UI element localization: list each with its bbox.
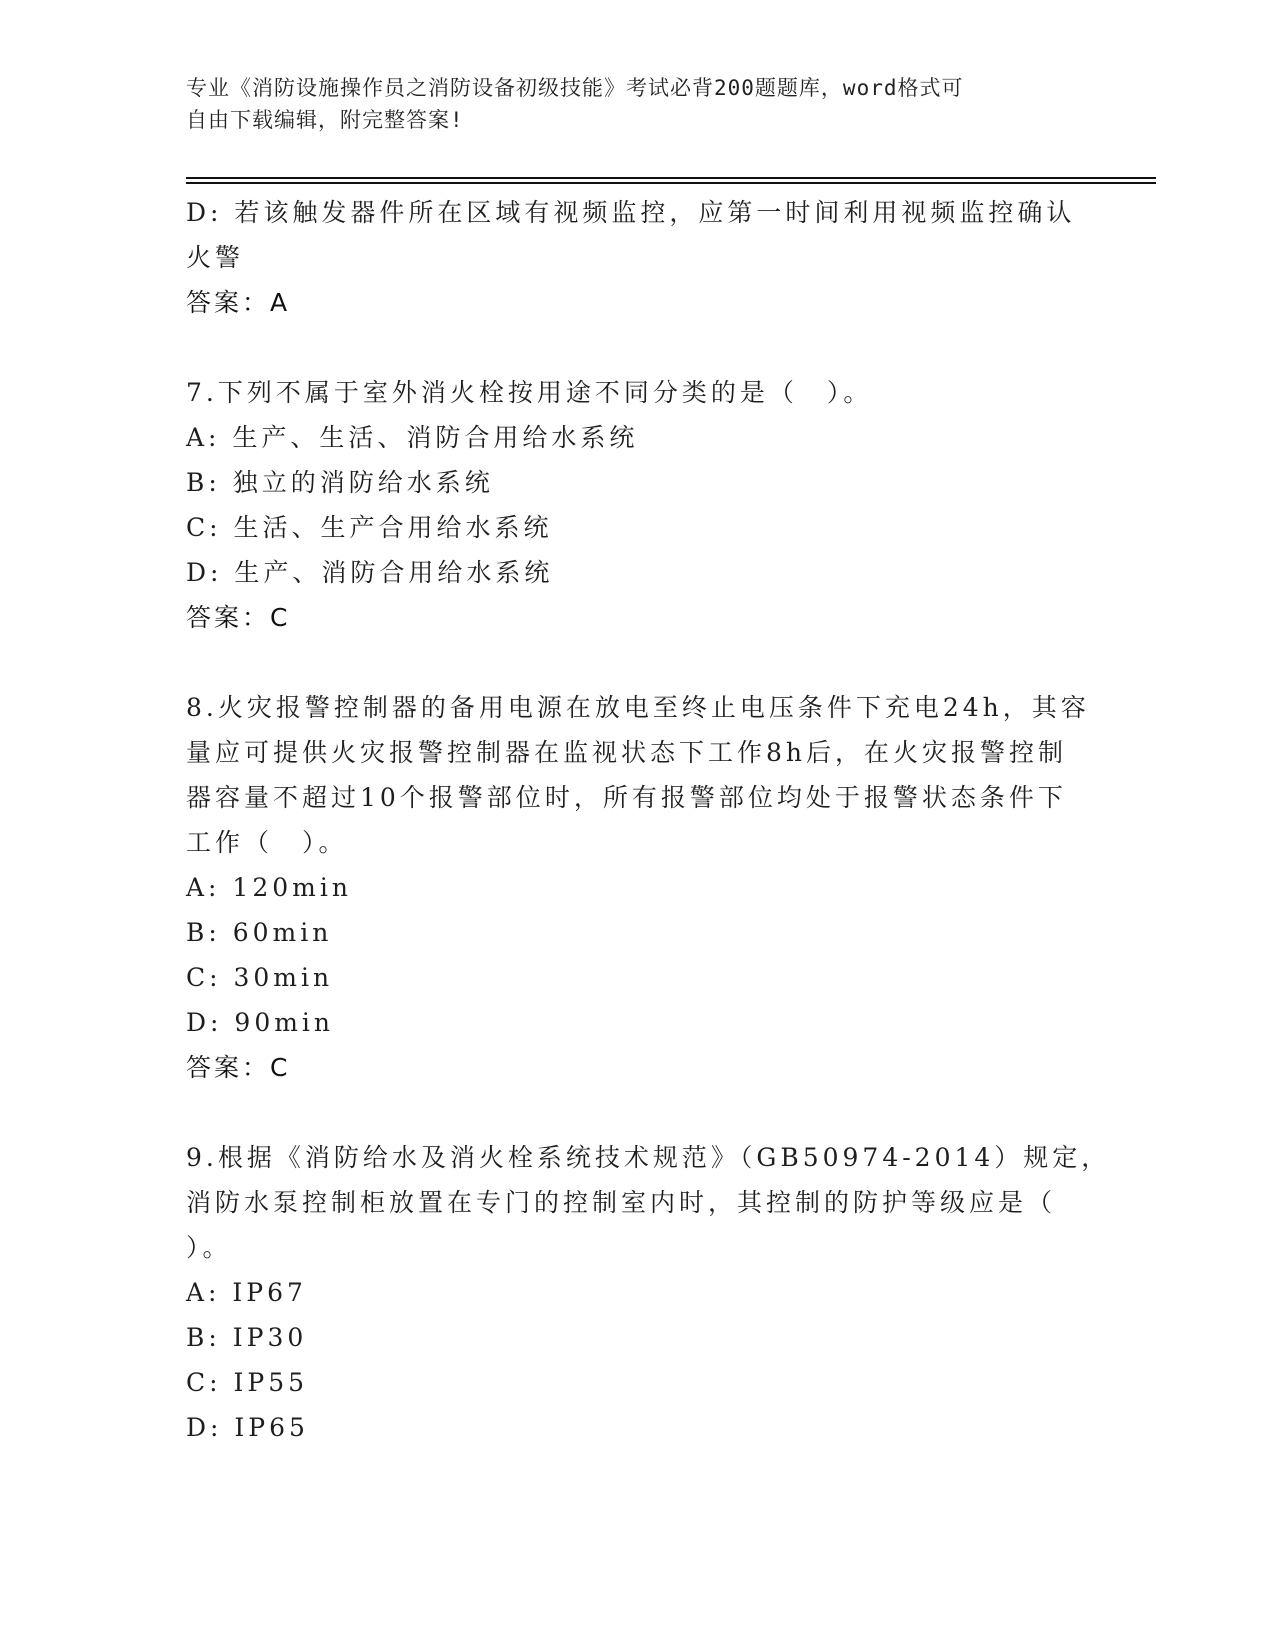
question-stem: 工作（ ）。: [186, 828, 348, 857]
spacer: [186, 640, 1086, 685]
option-d-continued: 火警: [186, 243, 245, 272]
spacer: [186, 325, 1086, 370]
question-stem: 8.火灾报警控制器的备用电源在放电至终止电压条件下充电24h，其容: [186, 693, 1090, 722]
question-stem: ）。: [186, 1233, 232, 1262]
question-8: [186, 685, 1090, 1090]
question-stem: 7.下列不属于室外消火栓按用途不同分类的是（ ）。: [186, 378, 873, 407]
option-a: A: IP67: [186, 1278, 307, 1307]
option-a: A: 120min: [186, 873, 352, 902]
answer-line: 答案：C: [186, 603, 291, 632]
header-divider-top: [186, 177, 1156, 179]
question-stem: 9.根据《消防给水及消火栓系统技术规范》（GB50974-2014）规定，: [186, 1143, 1111, 1172]
header-divider-bottom: [186, 182, 1156, 184]
option-a: A: 生产、生活、消防合用给水系统: [186, 423, 639, 452]
header-title-line-1: 专业《消防设施操作员之消防设备初级技能》考试必背200题题库，word格式可: [186, 76, 964, 100]
document-header: [186, 72, 1086, 136]
spacer: [186, 1090, 1086, 1135]
option-c: C: 30min: [186, 963, 334, 992]
option-c: C: IP55: [186, 1368, 309, 1397]
option-b: B: IP30: [186, 1323, 308, 1352]
answer-line: 答案：A: [186, 288, 291, 317]
question-9: [186, 1135, 1111, 1450]
option-b: B: 60min: [186, 918, 333, 947]
option-c: C: 生活、生产合用给水系统: [186, 513, 553, 542]
option-b: B: 独立的消防给水系统: [186, 468, 494, 497]
question-7: [186, 370, 1086, 640]
header-title-line-2: 自由下载编辑，附完整答案!: [186, 108, 464, 132]
document-body: [186, 190, 1111, 1450]
option-d: D: 若该触发器件所在区域有视频监控，应第一时间利用视频监控确认: [186, 198, 1076, 227]
question-stem: 量应可提供火灾报警控制器在监视状态下工作8h后，在火灾报警控制: [186, 738, 1068, 767]
question-6-tail: [186, 190, 1086, 325]
question-stem: 器容量不超过10个报警部位时，所有报警部位均处于报警状态条件下: [186, 783, 1067, 812]
option-d: D: IP65: [186, 1413, 309, 1442]
answer-line: 答案：C: [186, 1053, 291, 1082]
option-d: D: 生产、消防合用给水系统: [186, 558, 554, 587]
question-stem: 消防水泵控制柜放置在专门的控制室内时，其控制的防护等级应是（: [186, 1188, 1057, 1217]
option-d: D: 90min: [186, 1008, 335, 1037]
